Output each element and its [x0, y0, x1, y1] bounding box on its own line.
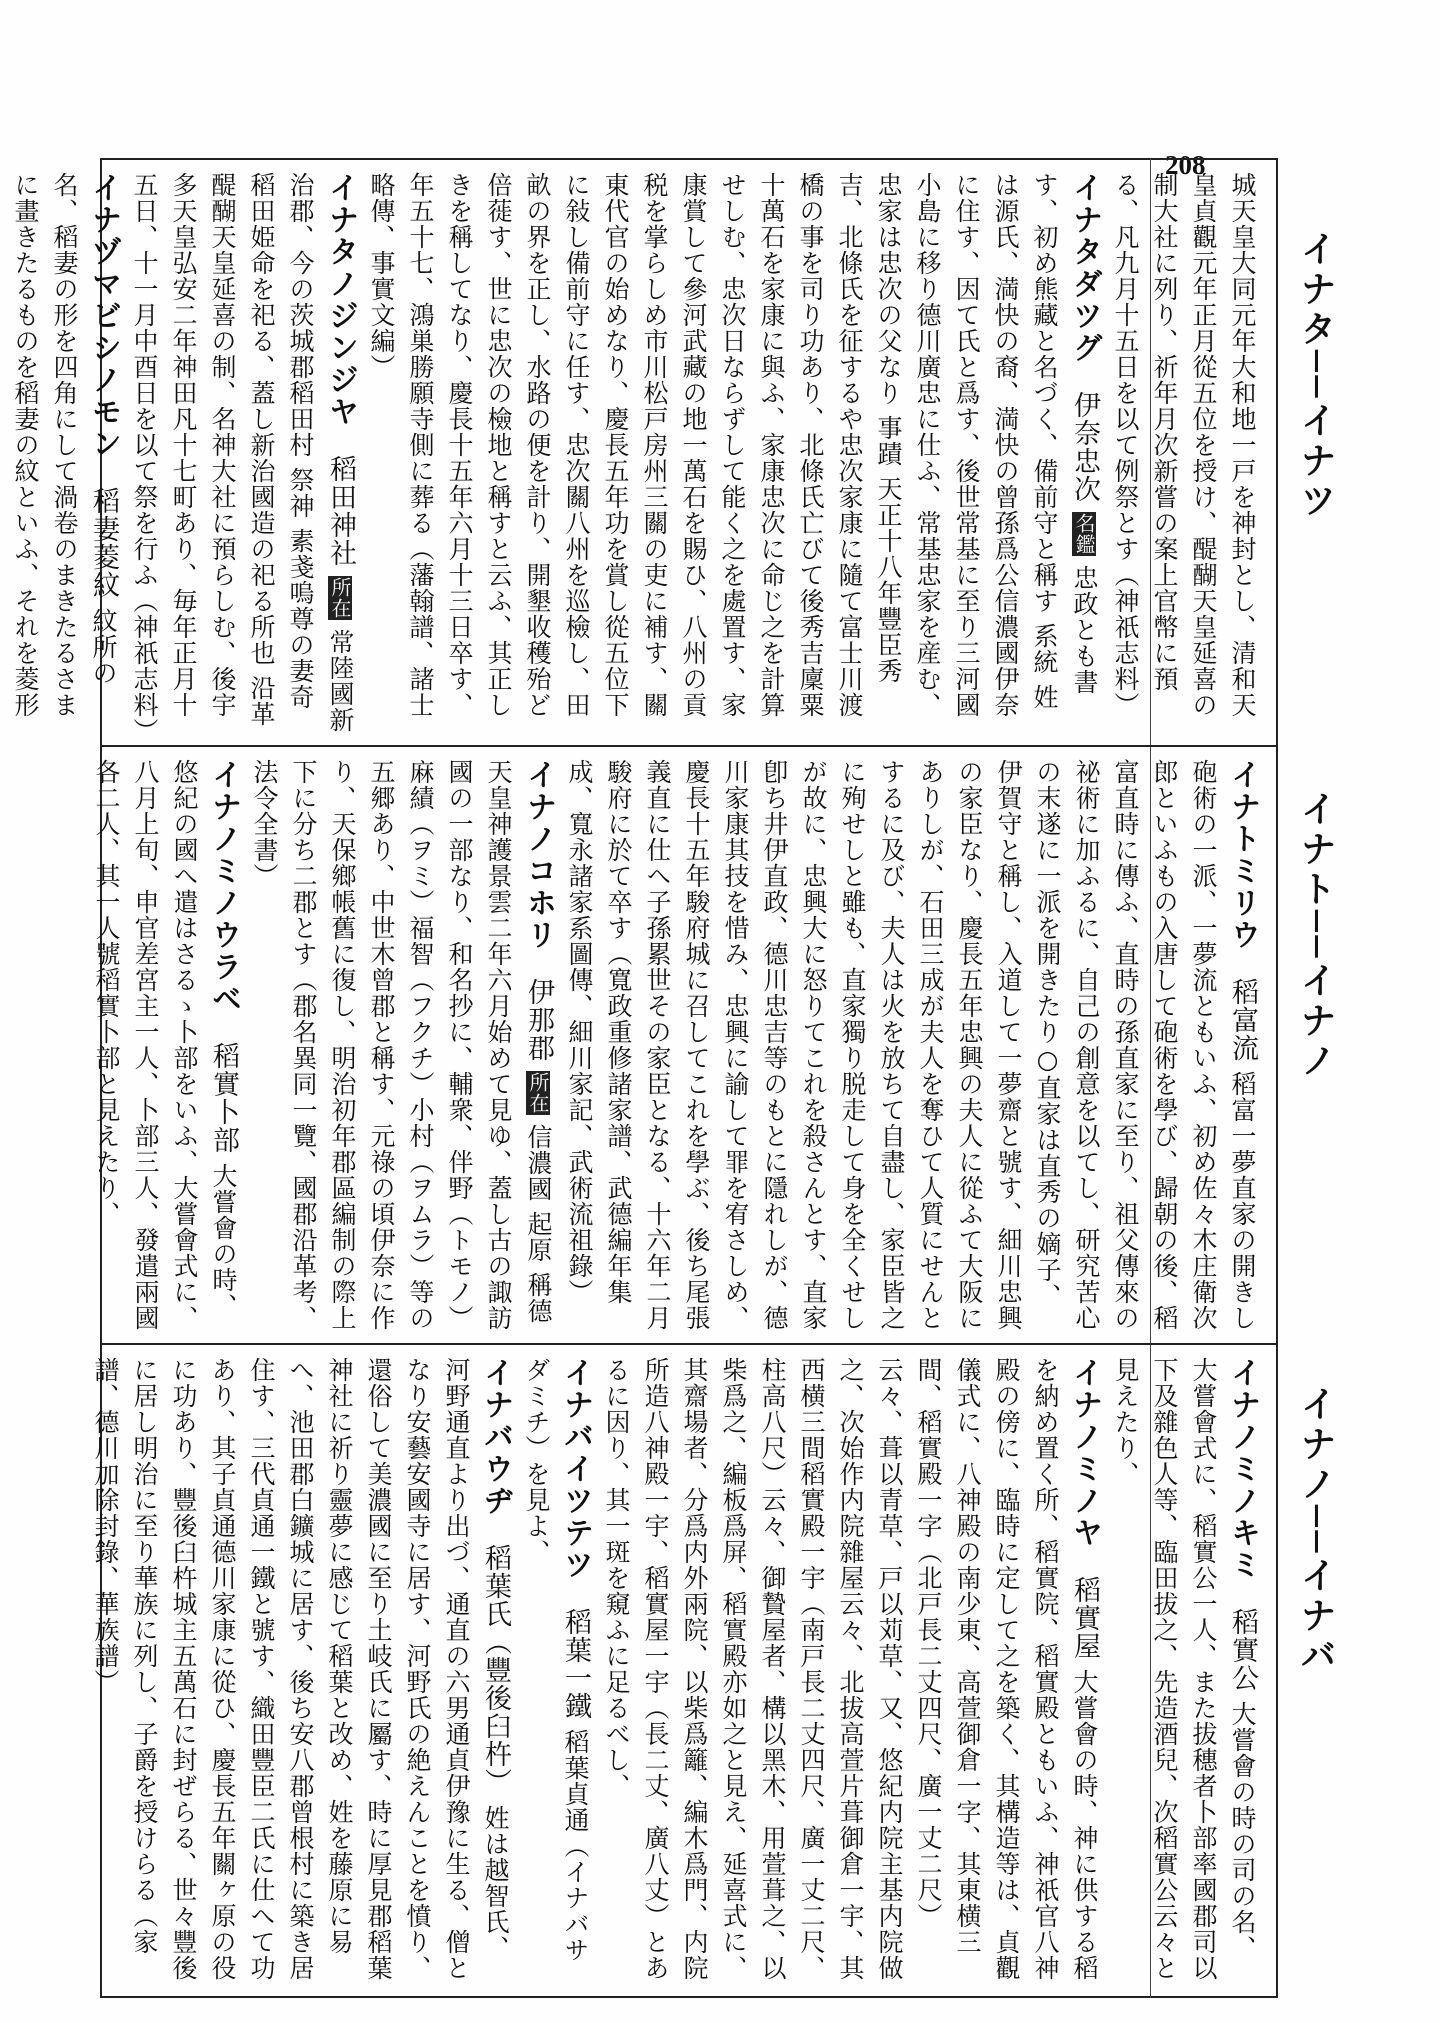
entry-text: 稻富一夢直家の開きし砲術の一派、一夢流ともいふ、初め佐々木庄衛次郎といふもの入唐して砲術を學び、歸朝の後、稻富直時に傳ふ、直時の孫直家に至り、祖父傳來の祕術に加ふるに、自己の創意を以てし、研究苦心の末遂に一派を開きたり○直家は直秀の嫡子、伊賀守と稱し、入道して一夢齋と號す、細川忠興の家臣なり、慶長五年忠興の夫人に從ふて大阪にありしが、石田三成が夫人を奪ひて人質にせんとするに及び、夫人は火を放ちて自盡し、家臣皆之に殉せしと雖も、直家獨り脱走して身を全くせしが故に、忠興大に怒りてこれを殺さんとす、直家卽ち井伊直政、德川忠吉等のもとに隱れしが、德川家康其技を惜み、忠興に諭して罪を宥さしめ、慶長十五年駿府城に召してこれを學ぶ、後ち尾張義直に仕へ子孫累世その家臣となる、十六年二月駿府に於て卒す（寬政重修諸家譜、武德編年集成、寬永諸家系圖傳、細川家記、武術流祖錄）	[565, 759, 1257, 1331]
entry	[1106, 1357, 1262, 1984]
entry-text: 大嘗會の時、悠紀の國へ遣はさるゝ卜部をいふ、大嘗會式に、八月上旬、申官差宮主一人、卜部三人、發遣兩國各二人、其一人號稻實卜部と見えたり、	[92, 759, 238, 1331]
entry	[517, 1357, 595, 1984]
entry-name: 稻妻菱紋	[88, 486, 119, 599]
section-middle	[92, 747, 1274, 1343]
entry-name: 稻富流	[1227, 977, 1258, 1062]
entry	[560, 759, 1262, 1331]
entry	[1106, 172, 1262, 733]
entry-text: 姓は越智氏、河野通直より出づ、通直の六男通貞伊豫に生る、僧となり安藝安國寺に居す、河野氏の絶えんことを憤り、還俗して美濃國に至り土岐氏に屬す、時に厚見郡稻葉神社に祈り靈夢に感じて稻葉と改め、姓を藤原に易へ、池田郡白鑛城に居す、後ち安八郡曾根村に築き居住す、三代貞通一鐵と號す、織田豐臣二氏に仕へて功あり、其子貞通德川家康に從ひ、慶長五年關ヶ原の役に功あり、豐後臼杵城主五萬石に封ぜらる、世々豐後に居し明治に至り華族に列し、子爵を授けらる（家譜、德川加除封錄、華族譜）	[91, 1357, 510, 1981]
entry-badge: 所在	[526, 1071, 550, 1114]
entry-text: 紋所の名、稻妻の形を四角にして渦卷のまきたるさまに畫きたるものを稻妻の紋といふ、それを菱形	[11, 172, 118, 718]
entry-headword: イナバイツテツ	[558, 1357, 593, 1581]
entry-text: 稻葉貞通（イナバサダミチ）を見よ、	[522, 1357, 590, 1963]
section-top	[11, 160, 1274, 745]
entry	[245, 759, 558, 1331]
entry-name: 稻田神社	[325, 454, 356, 567]
entry-name: 稻實公	[1227, 1607, 1258, 1692]
entry-name: 伊那郡	[523, 977, 554, 1062]
entry-name: 稻實屋	[1069, 1575, 1100, 1660]
entry	[0, 172, 123, 733]
entry-headword: イナヅマビシノモン	[86, 172, 121, 460]
entry	[597, 1357, 1104, 1984]
entry-text: 常陸國新治郡、今の茨城郡稻田村 祭神 素戔嗚尊の妻奇稻田姫命を祀る、蓋し新治國造の祀る所也 沿革 醍醐天皇延喜の制、名神大社に預らしむ、後宇多天皇弘安二年神田凡十七町あり、毎年正月十五日、十一月中酉日を以て祭を行ふ（神祇志料）	[130, 172, 355, 744]
entry-badge: 所在	[328, 576, 352, 619]
entry-text: 信濃國 起原 稱德天皇神護景雲二年六月始めて見ゆ、蓋し古の諏訪國の一部なり、和名抄に、輔衆、伴野（トモノ）麻績（ヲミ）福智（フクチ）小村（ヲムラ）等の五郷あり、中世木曾郡と稱す、元祿の頃伊奈に作り、天保鄉帳舊に復し、明治初年郡區編制の際上下に分ち二郡とす（郡名異同一覽、國郡沿革考、法令全書）	[250, 759, 553, 1331]
entry-headword: イナバウヂ	[478, 1357, 513, 1517]
entry-name: 稻葉氏（豐後臼杵）	[480, 1543, 511, 1796]
entry-badge: 名鑑	[1072, 512, 1096, 555]
entry-text: 大嘗會の時の司の名、大嘗會式に、稻實公一人、また拔穗者卜部率國郡司以下及雜色人等、臨田拔之、先造酒兒、次稻實公云々と見えたり、	[1111, 1357, 1257, 1981]
section-bottom	[91, 1345, 1274, 1996]
entry-headword: イナタノジンジヤ	[323, 172, 358, 428]
entry-headword: イナノコホリ	[521, 759, 556, 951]
running-head-1: イナタ──イナツ	[1295, 230, 1336, 522]
entry-text: 忠政とも書す、初め熊藏と名づく、備前守と稱す 系統 姓は源氏、満快の裔、満快の曾孫爲公信濃國伊奈に住す、因て氏と爲す、後世常基に至り三河國小島に移り德川廣忠に仕ふ、常基忠家を産む、忠家は忠次の父なり 事蹟 天正十八年豐臣秀吉、北條氏を征するや忠次家康に隨て富士川渡橋の事を司り功あり、北條氏亡びて後秀吉廩粟十萬石を家康に與ふ、家康忠次に命じ之を計算せしむ、忠次日ならずして能く之を處置す、家康賞して參河武藏の地一萬石を賜ひ、八州の貢税を掌らしめ市川松戸房州三關の吏に補す、關東代官の始めなり、慶長五年功を賞し從五位下に敍し備前守に任す、忠次關八州を巡檢し、田畝の界を正し、水路の便を計り、開墾收穫殆ど倍蓰す、世に忠次の檢地と稱すと云ふ、其正しきを稱してなり、慶長十五年六月十三日卒す、年五十七、鴻巣勝願寺側に葬る（藩翰譜、諸士略傳、事實文編）	[367, 172, 1099, 718]
entry-headword: イナトミリウ	[1225, 759, 1260, 951]
entry	[87, 759, 243, 1331]
entry-headword: イナタダツグ	[1067, 172, 1102, 364]
running-head-3: イナノ──イナバ	[1295, 1385, 1336, 1677]
entry-headword: イナノミノヤ	[1067, 1357, 1102, 1549]
entry-name: 稻葉一鐵	[560, 1607, 591, 1720]
entry-text: 大嘗會の時、神に供する稻を納め置く所、稻實院、稻實殿ともいふ、神祇官八神殿の傍に、臨時に定して之を築く、其構造等は、貞觀儀式に、八神殿の南少東、高萱御倉一字、其東横三間、稻實殿一字（北戸長二丈四尺、廣一丈二尺）云々、葺以青草、戸以苅草、又、悠紀内院主基内院做之、次始作内院雜屋云々、北拔高萱片葺御倉一宇、其西横三間稻實殿一宇（南戸長二丈四尺、廣一丈二尺、柱高八尺）云々、御贄屋者、構以黑木、用萱葺之、以柴爲之、編板爲屏、稻實殿亦如之と見え、延喜式に、其齋場者、分爲内外兩院、以柴爲籬、編木爲門、内院所造八神殿一宇、稻實屋一宇（長二丈、廣八丈）とあるに因り、其一斑を窺ふに足るべし、	[602, 1357, 1099, 1981]
entry-text: 城天皇大同元年大和地一戸を神封とし、清和天皇貞觀元年正月從五位を授け、醍醐天皇延喜の制大社に列り、祈年月次新嘗の案上官幣に預る、凡九月十五日を以て例祭とす（神祇志料）	[1111, 172, 1257, 718]
entry-headword: イナノミノキミ	[1225, 1357, 1260, 1581]
running-head-2: イナト──イナノ	[1295, 790, 1336, 1082]
page-number: 208	[1165, 150, 1206, 180]
entry	[86, 1357, 515, 1984]
entry-name: 伊奈忠次	[1069, 390, 1100, 503]
entry-headword: イナノミノウラベ	[206, 759, 241, 1015]
entry	[362, 172, 1104, 733]
entry	[125, 172, 360, 744]
entry-name: 稻實卜部	[208, 1041, 239, 1154]
